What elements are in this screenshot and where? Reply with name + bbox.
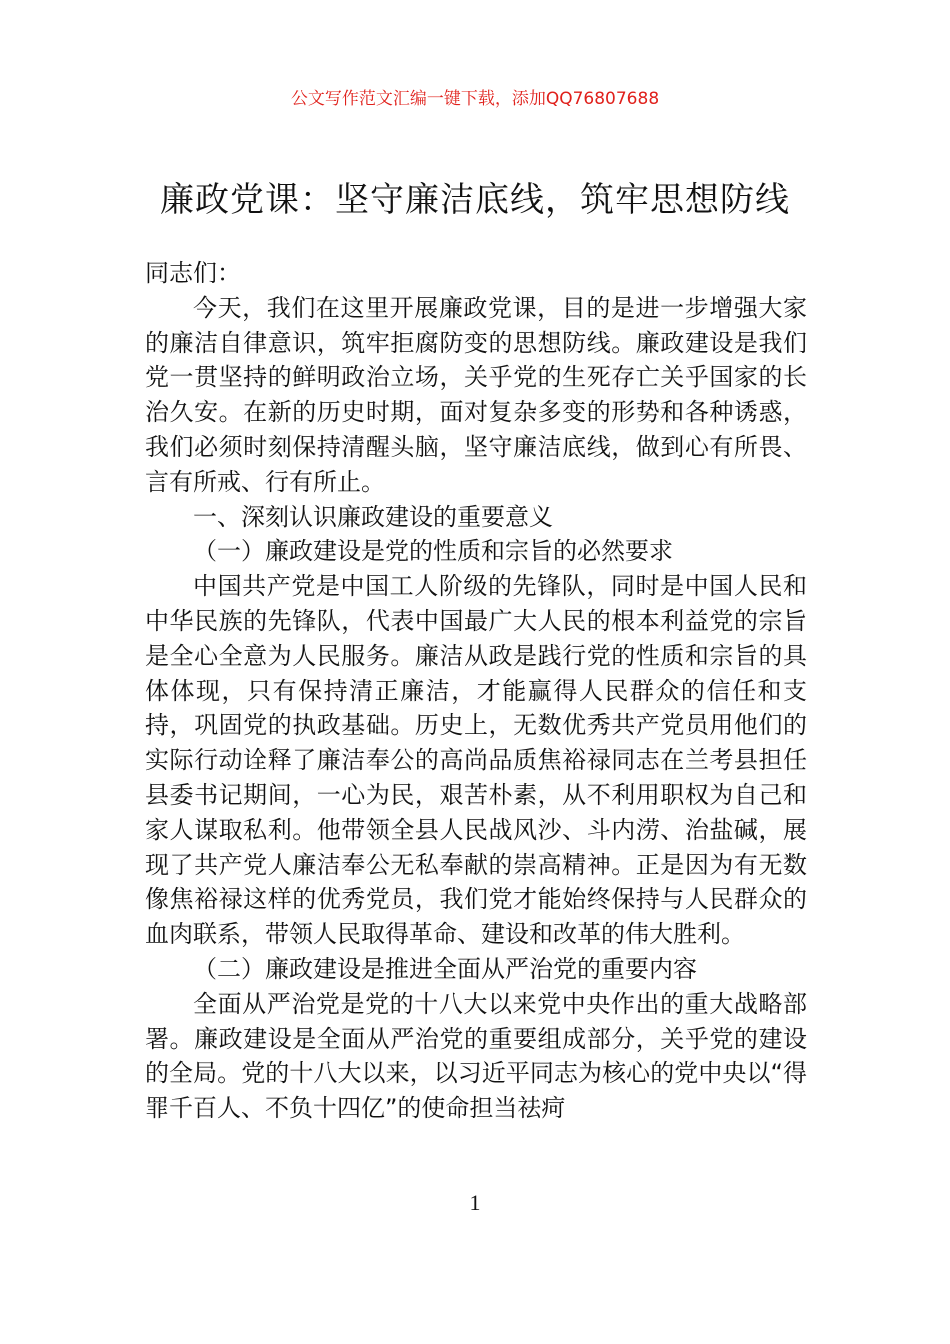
subsection-heading-1: （一）廉政建设是党的性质和宗旨的必然要求 [193, 537, 673, 566]
salutation: 同志们： [145, 259, 241, 287]
document-body [145, 256, 807, 1126]
page-number: 1 [469, 1190, 481, 1215]
subsection-heading-2: （二）廉政建设是推进全面从严治党的重要内容 [193, 954, 697, 983]
header-note: 公文写作范文汇编一键下载，添加QQ76807688 [290, 89, 660, 109]
section-heading-1: 一、深刻认识廉政建设的重要意义 [193, 502, 553, 531]
paragraph-subsection-1: 中国共产党是中国工人阶级的先锋队，同时是中国人民和中华民族的先锋队，代表中国最广大人民的根本利益党的宗旨是全心全意为人民服务。廉洁从政是践行党的性质和宗旨的具体体现，只有保持清正廉洁，才能赢得人民群众的信任和支持，巩固党的执政基础。历史上，无数优秀共产党员用他们的实际行动诠释了廉洁奉公的高尚品质焦裕禄同志在兰考县担任县委书记期间，一心为民，艰苦朴素，从不利用职权为自己和家人谋取私利。他带领全县人民战风沙、斗内涝、治盐碱，展现了共产党人廉洁奉公无私奉献的崇高精神。正是因为有无数像焦裕禄这样的优秀党员，我们党才能始终保持与人民群众的血肉联系，带领人民取得革命、建设和改革的伟大胜利。 [145, 572, 807, 949]
document-title: 廉政党课：坚守廉洁底线，筑牢思想防线 [160, 180, 790, 220]
paragraph-subsection-2: 全面从严治党是党的十八大以来党中央作出的重大战略部署。廉政建设是全面从严治党的重要组成部分，关乎党的建设的全局。党的十八大以来，以习近平同志为核心的党中央以“得罪千百人、不负十四亿”的使命担当祛疴 [145, 989, 807, 1123]
paragraph-intro: 今天，我们在这里开展廉政党课，目的是进一步增强大家的廉洁自律意识，筑牢拒腐防变的思想防线。廉政建设是我们党一贯坚持的鲜明政治立场，关乎党的生死存亡关乎国家的长治久安。在新的历史时期，面对复杂多变的形势和各种诱惑，我们必须时刻保持清醒头脑，坚守廉洁底线，做到心有所畏、言有所戒、行有所止。 [145, 293, 807, 496]
